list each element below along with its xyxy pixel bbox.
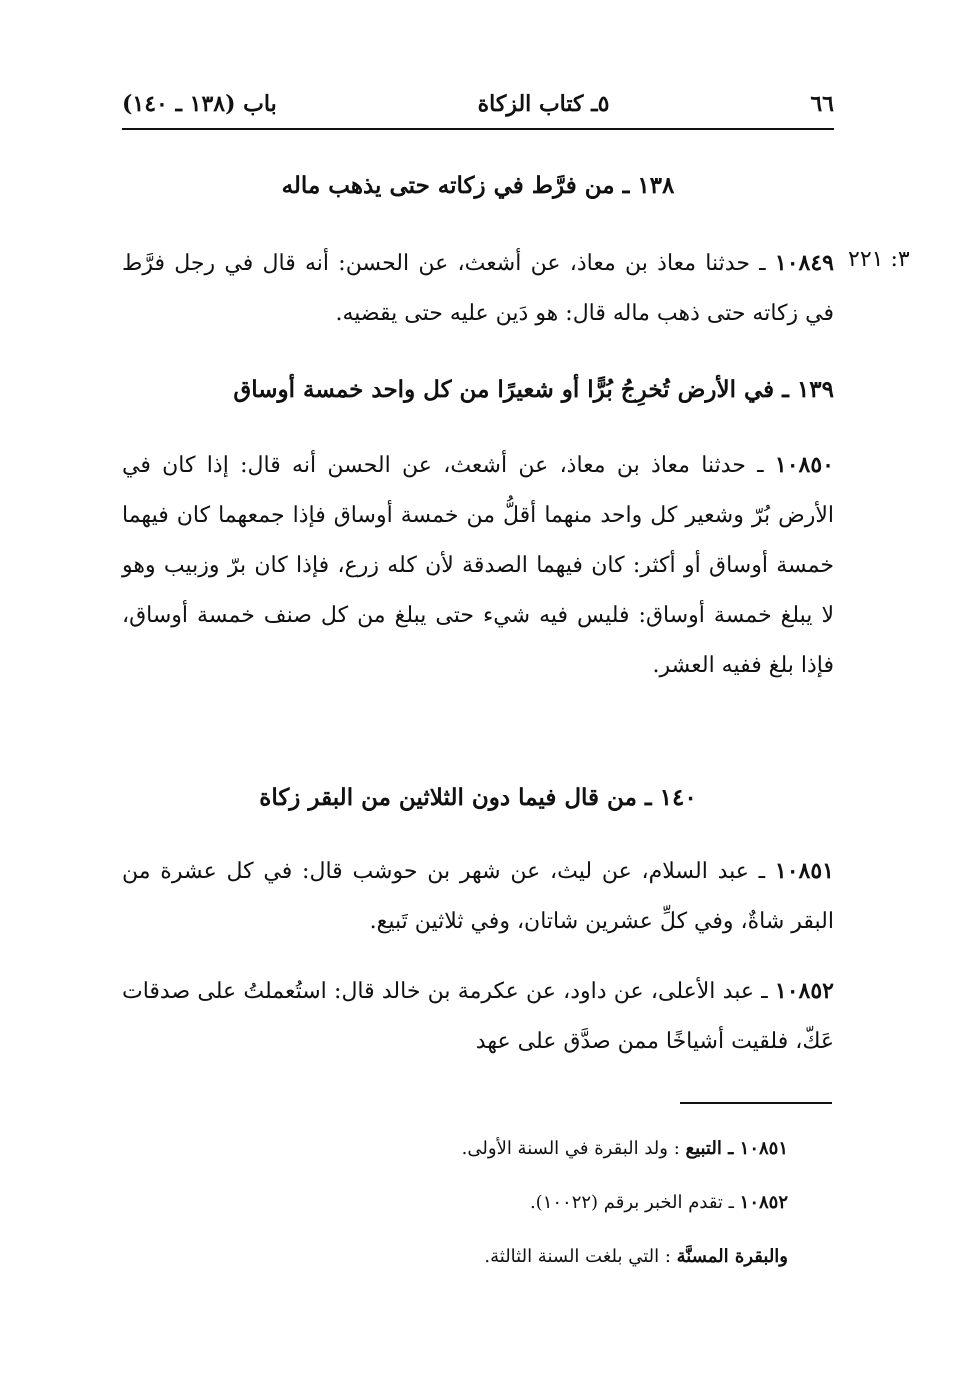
footnote-text: : التي بلغت السنة الثالثة. <box>484 1246 677 1267</box>
book-title: ٥ـ كتاب الزكاة <box>477 91 610 117</box>
margin-reference: ٣: ٢٢١ <box>848 247 910 272</box>
hadith-text: ـ حدثنا معاذ بن معاذ، عن أشعث، عن الحسن: أنه قال في رجل فرَّط في زكاته حتى ذهب ماله قال: هو دَين عليه حتى يقضيه. <box>122 251 834 326</box>
hadith-10849 <box>122 238 834 339</box>
hadith-text: ـ حدثنا معاذ بن معاذ، عن أشعث، عن الحسن أنه قال: إذا كان في الأرض بُرّ وشعير كل واحد منهما أقلُّ من خمسة أوساق فإذا جمعهما كان فيهما خمسة أوساق أو أكثر: كان فيهما الصدقة لأن كله زرع، فإذا كان برّ وزبيب وهو لا يبلغ خمسة أوساق: فليس فيه شيء حتى يبلغ من كل صنف خمسة أوساق، فإذا بلغ ففيه العشر. <box>122 453 834 678</box>
section-heading-139: ١٣٩ ـ في الأرض تُخرِجُ بُرًّا أو شعيرًا من كل واحد خمسة أوساق <box>233 376 834 403</box>
hadith-10851 <box>122 846 834 947</box>
section-heading-138: ١٣٨ ـ من فرَّط في زكاته حتى يذهب ماله <box>281 172 675 199</box>
hadith-number: ١٠٨٥٠ <box>774 452 834 478</box>
page-number: ٦٦ <box>810 91 834 117</box>
running-header <box>122 82 834 126</box>
footnotes <box>122 1122 788 1284</box>
header-divider <box>122 128 834 130</box>
chapter-range: باب (١٣٨ ـ ١٤٠) <box>122 91 277 117</box>
hadith-number: ١٠٨٤٩ <box>774 250 834 276</box>
footnote <box>122 1176 788 1230</box>
section-heading-140: ١٤٠ ـ من قال فيما دون الثلاثين من البقر زكاة <box>259 784 697 811</box>
hadith-10852 <box>122 966 834 1067</box>
footnote-label: والبقرة المسنَّة <box>676 1246 788 1267</box>
hadith-text: ـ عبد السلام، عن ليث، عن شهر بن حوشب قال: في كل عشرة من البقر شاةٌ، وفي كلِّ عشرين شاتان، وفي ثلاثين تَبيع. <box>122 859 834 934</box>
footnote-label: ١٠٨٥١ ـ التبيع <box>685 1138 788 1159</box>
hadith-number: ١٠٨٥١ <box>774 858 834 884</box>
hadith-text: ـ عبد الأعلى، عن داود، عن عكرمة بن خالد قال: استُعملتُ على صدقات عَكّ، فلقيت أشياخًا ممن صدَّق على عهد <box>122 979 834 1054</box>
hadith-number: ١٠٨٥٢ <box>774 978 834 1004</box>
footnote <box>122 1230 788 1284</box>
footnote-divider <box>680 1102 832 1104</box>
footnote-text: : ولد البقرة في السنة الأولى. <box>461 1138 686 1159</box>
footnote <box>122 1122 788 1176</box>
footnote-text: ـ تقدم الخبر برقم (١٠٠٢٢). <box>529 1192 740 1213</box>
hadith-10850 <box>122 440 834 691</box>
footnote-label: ١٠٨٥٢ <box>739 1192 788 1213</box>
